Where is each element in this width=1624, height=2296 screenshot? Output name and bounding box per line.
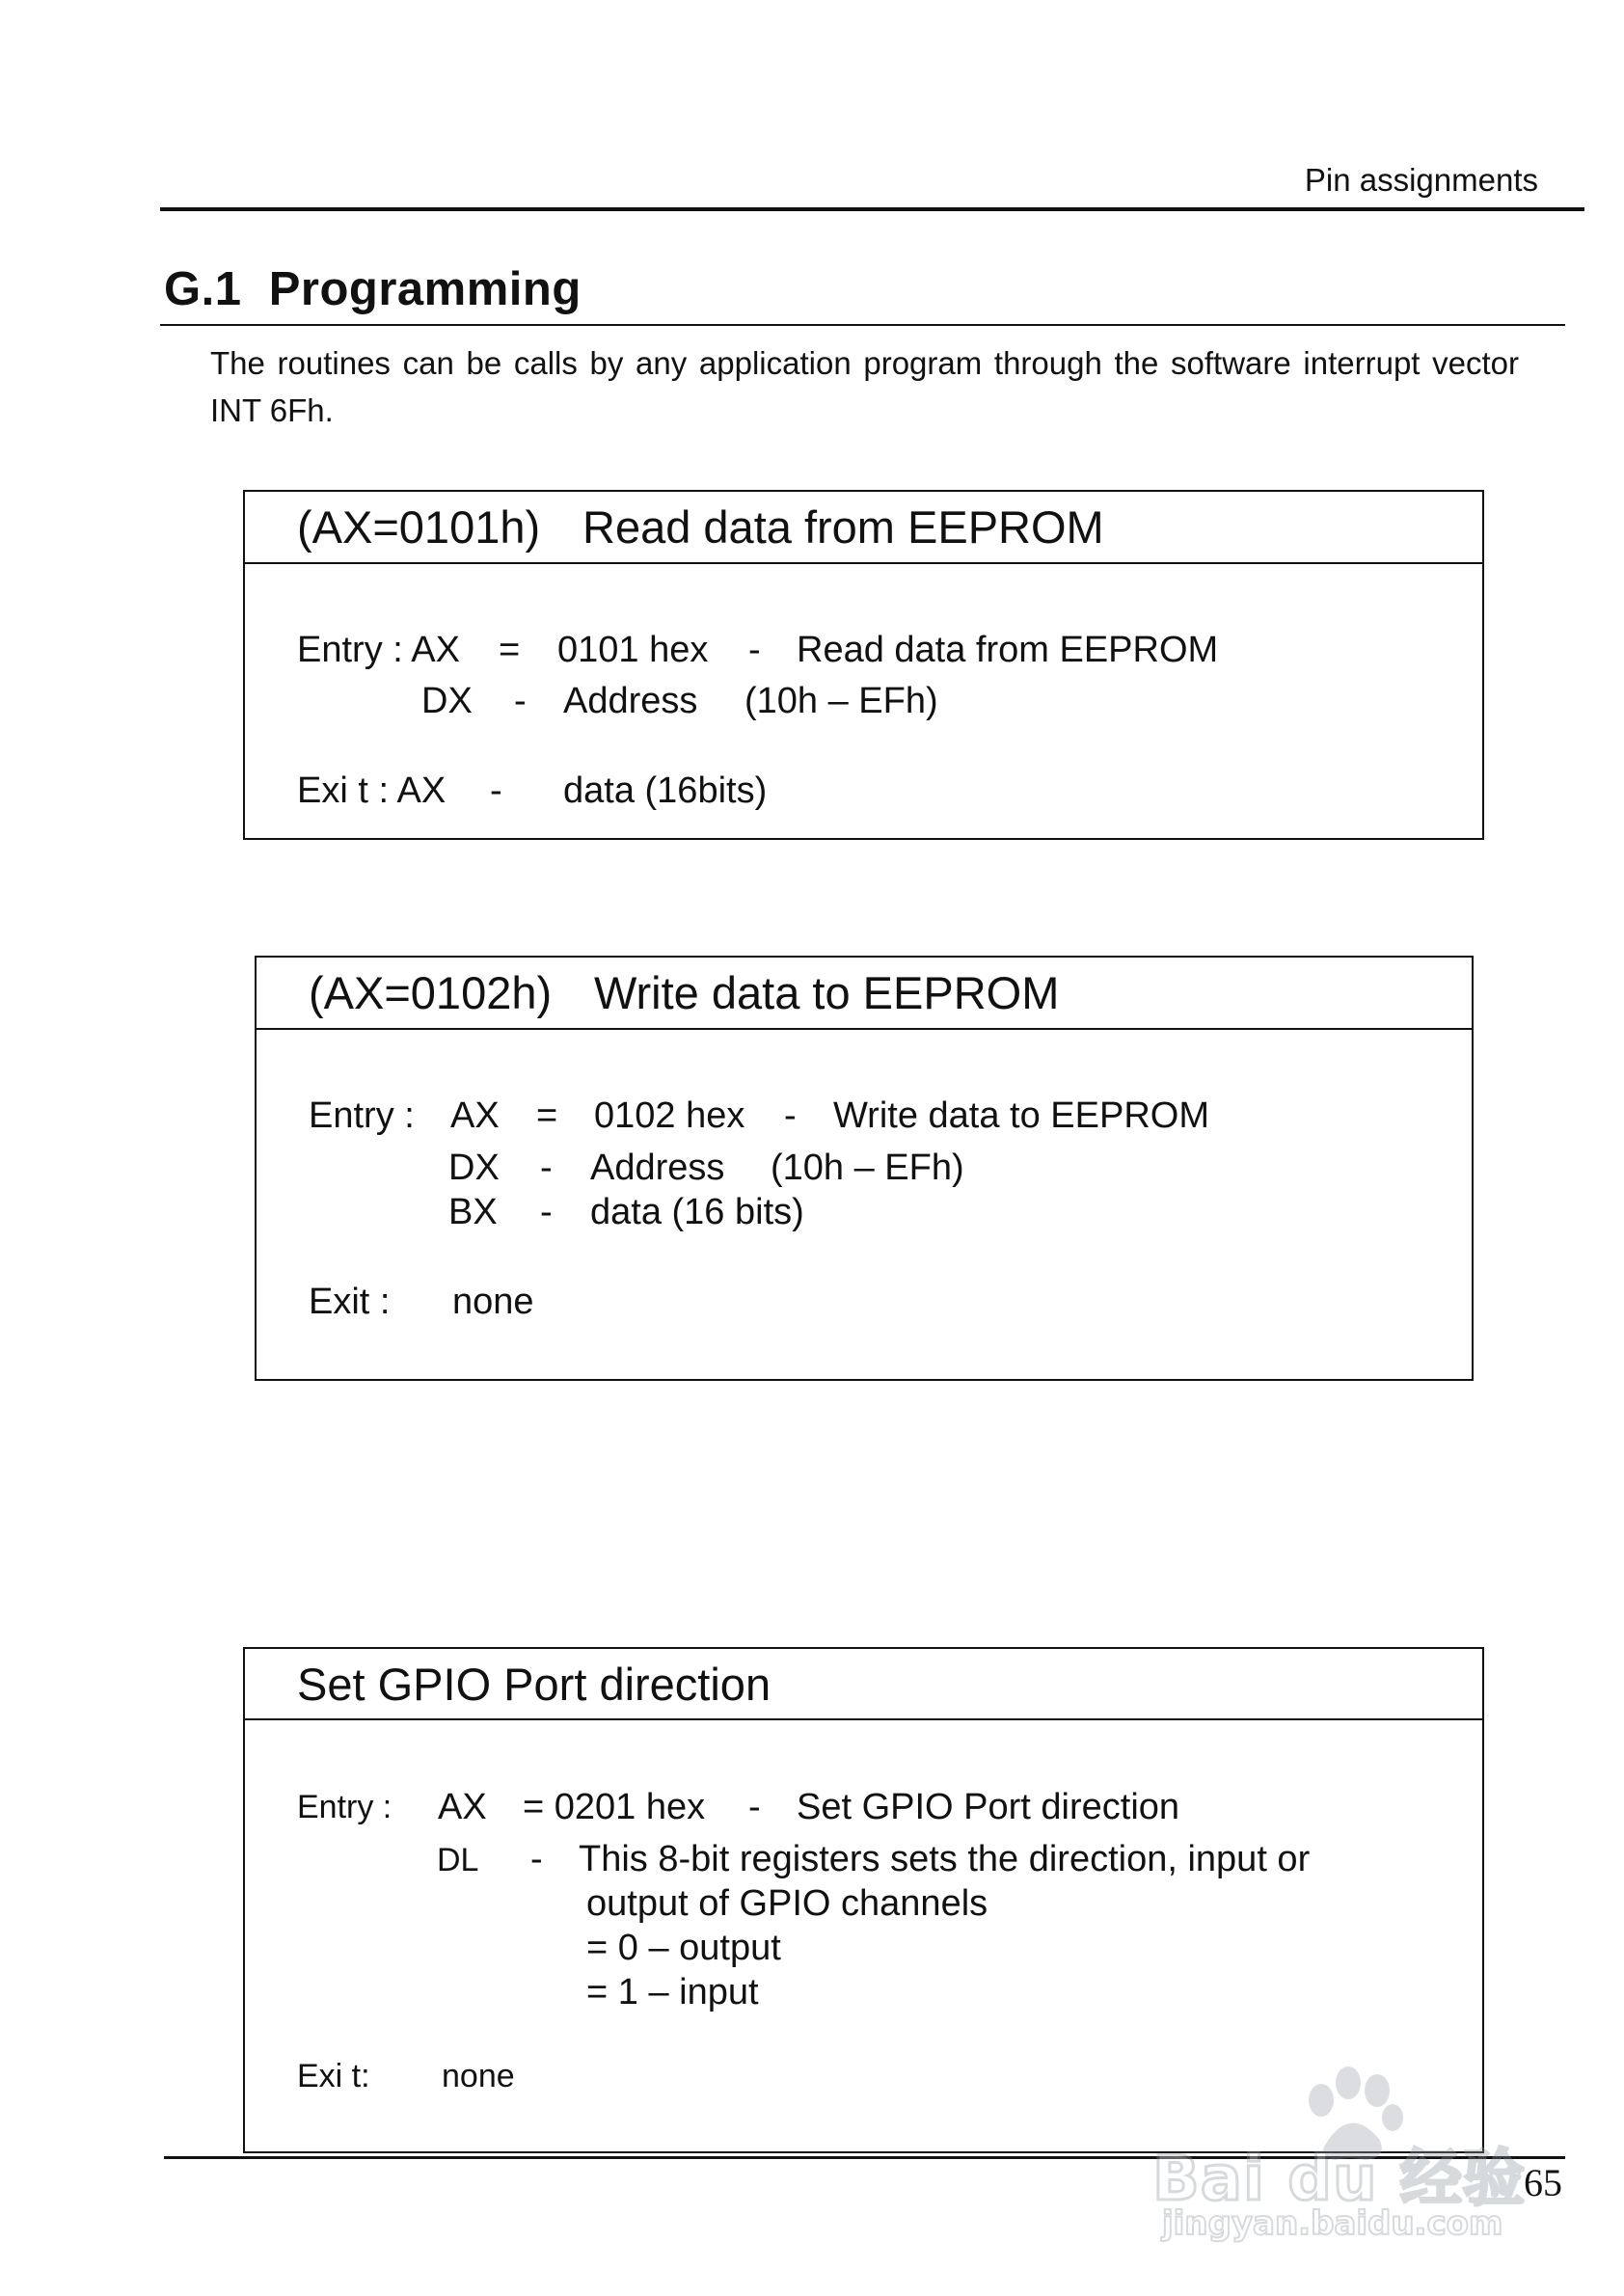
watermark-brand: Bai du 经验	[1152, 2144, 1526, 2215]
separator-dash: -	[530, 1839, 543, 1879]
separator-dash: -	[540, 1148, 553, 1188]
separator-dash: -	[514, 681, 527, 721]
entry-label: Entry : AX	[297, 630, 460, 670]
register-description: Address	[563, 681, 698, 721]
register-name: AX	[438, 1787, 487, 1827]
register-option: = 1 – input	[586, 1972, 759, 2012]
separator-dash: -	[784, 1095, 797, 1136]
register-name: DX	[421, 681, 473, 721]
separator-dash: -	[540, 1192, 553, 1232]
routine-code: (AX=0102h)	[309, 967, 553, 1018]
separator-dash: -	[748, 1787, 761, 1827]
exit-description: none	[452, 1282, 534, 1322]
routine-box-write-eeprom	[255, 956, 1474, 1381]
register-description: output of GPIO channels	[586, 1883, 988, 1924]
equals-sign: =	[536, 1095, 558, 1136]
register-description: data (16 bits)	[590, 1192, 804, 1232]
register-range: (10h – EFh)	[744, 681, 938, 721]
separator-dash: -	[748, 630, 761, 670]
routine-title: Read data from EEPROM	[582, 501, 1104, 553]
register-name: AX	[450, 1095, 500, 1136]
exit-label: Exi t : AX	[297, 770, 447, 811]
exit-label: Exi t:	[297, 2058, 370, 2094]
separator-dash: -	[490, 770, 502, 811]
routine-box-header	[245, 1649, 1482, 1720]
header-rule	[160, 207, 1584, 211]
equals-sign: =	[499, 630, 521, 670]
entry-description: Set GPIO Port direction	[797, 1787, 1180, 1827]
register-name: BX	[448, 1192, 498, 1232]
register-option: = 0 – output	[586, 1928, 781, 1968]
entry-value: = 0201 hex	[523, 1787, 706, 1827]
exit-label: Exit :	[309, 1282, 391, 1322]
entry-description: Read data from EEPROM	[797, 630, 1219, 670]
entry-description: Write data to EEPROM	[833, 1095, 1209, 1136]
intro-paragraph: The routines can be calls by any application program through the software interrupt vector INT 6Fh.	[210, 345, 1519, 428]
register-description: Address	[590, 1148, 725, 1188]
register-name: DX	[448, 1148, 500, 1188]
entry-label: Entry :	[309, 1095, 415, 1136]
exit-description: none	[442, 2058, 515, 2094]
watermark-url: jingyan.baidu.com	[1162, 2204, 1503, 2243]
baidu-watermark	[1152, 2062, 1557, 2245]
section-rule	[160, 324, 1565, 326]
page-number: 65	[1524, 2161, 1562, 2204]
routine-code: (AX=0101h)	[297, 501, 541, 553]
entry-value: 0101 hex	[557, 630, 709, 670]
register-name: DL	[437, 1842, 479, 1878]
register-range: (10h – EFh)	[771, 1148, 964, 1188]
routine-title: Set GPIO Port direction	[297, 1659, 771, 1710]
section-title: G.1 Programming	[164, 263, 582, 315]
routine-title: Write data to EEPROM	[594, 967, 1060, 1018]
routine-box-header	[245, 492, 1482, 564]
entry-value: 0102 hex	[594, 1095, 745, 1136]
exit-description: data (16bits)	[563, 770, 768, 811]
register-description: This 8-bit registers sets the direction, input or	[579, 1839, 1311, 1879]
entry-label: Entry :	[297, 1789, 392, 1825]
routine-box-header	[257, 958, 1472, 1030]
running-header: Pin assignments	[1304, 162, 1538, 198]
routine-box-read-eeprom	[243, 490, 1484, 840]
